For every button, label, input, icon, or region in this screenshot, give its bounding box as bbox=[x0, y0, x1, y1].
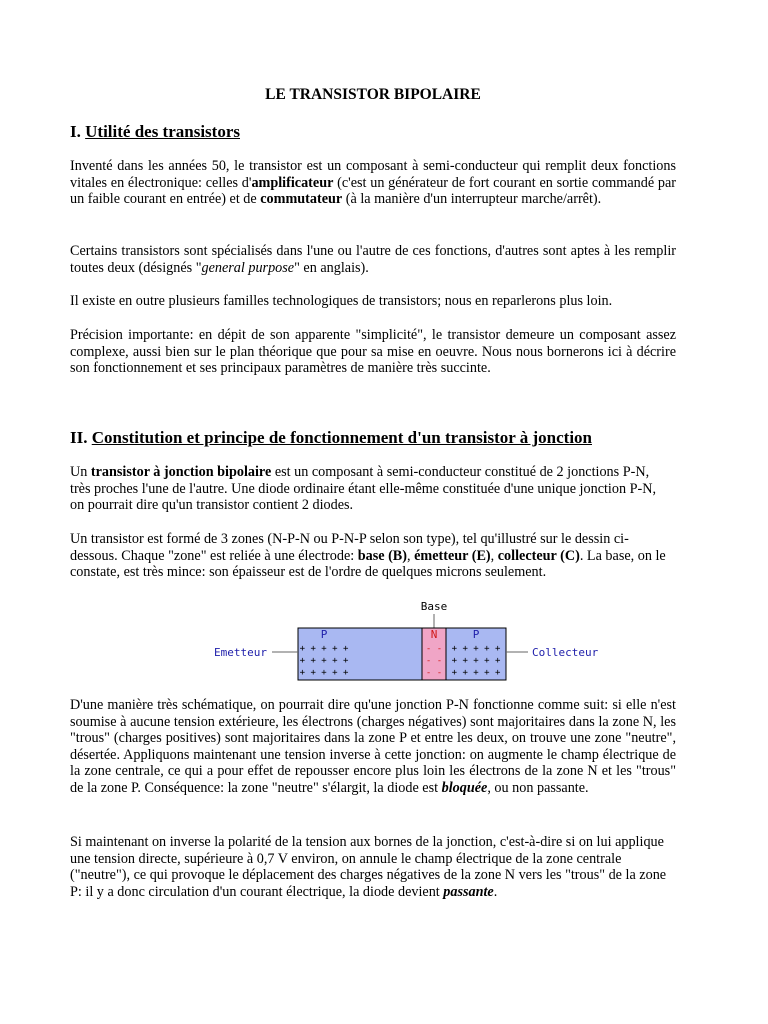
plus-row: + + + + + bbox=[299, 644, 349, 654]
zone-label: P bbox=[472, 628, 480, 641]
minus-row: - - bbox=[425, 668, 443, 678]
paragraph: Inventé dans les années 50, le transistor est un composant à semi-conducteur qui remplit deux fonctions vitales en électronique: celles d'amplificateur (c'est un générateur de fort courant en sortie commandé par un faible courant en entrée) et de commutateur (à la manière d'un interrupteur marche/arrêt). bbox=[70, 158, 676, 208]
paragraph: Il existe en outre plusieurs familles technologiques de transistors; nous en reparlerons plus loin. bbox=[70, 293, 613, 309]
transistor-diagram bbox=[210, 598, 610, 684]
section-2-number: II. bbox=[70, 428, 88, 447]
paragraph: Si maintenant on inverse la polarité de la tension aux bornes de la jonction, c'est-à-dire si on lui applique une tension directe, supérieure à 0,7 V environ, on annule le champ électrique de la zone centrale ("neutre"), ce qui provoque le déplacement des charges négatives de la zone N vers les "trous" de la zone P: il y a donc circulation d'un courant électrique, la diode devient passante. bbox=[70, 834, 667, 900]
plus-row: + + + + + bbox=[451, 656, 501, 666]
paragraph: Précision importante: en dépit de son apparente "simplicité", le transistor demeure un composant assez complexe, aussi bien sur le plan théorique que pour sa mise en oeuvre. Nous nous bornerons ici à décrire son fonctionnement et ses principaux paramètres de manière très succinte. bbox=[70, 327, 676, 377]
section-2-title: Constitution et principe de fonctionnement d'un transistor à jonction bbox=[91, 428, 592, 447]
section-1-heading bbox=[70, 122, 240, 142]
plus-row: + + + + + bbox=[299, 668, 349, 678]
paragraph: Un transistor à jonction bipolaire est un composant à semi-conducteur constitué de 2 jonctions P-N, très proches l'une de l'autre. Une diode ordinaire étant elle-même constituée d'une unique jonction P-N, on pourrait dire qu'un transistor contient 2 diodes. bbox=[70, 464, 657, 514]
plus-row: + + + + + bbox=[299, 656, 349, 666]
zone-label: P bbox=[320, 628, 328, 641]
plus-row: + + + + + bbox=[451, 644, 501, 654]
section-1-title: Utilité des transistors bbox=[85, 122, 240, 141]
minus-row: - - bbox=[425, 656, 443, 666]
document-title: LE TRANSISTOR BIPOLAIRE bbox=[265, 86, 481, 103]
base-label: Base bbox=[420, 600, 448, 613]
zone-label: N bbox=[430, 628, 438, 641]
collector-label: Collecteur bbox=[532, 646, 599, 659]
minus-row: - - bbox=[425, 644, 443, 654]
paragraph: Certains transistors sont spécialisés dans l'une ou l'autre de ces fonctions, d'autres sont aptes à les remplir toutes deux (désignés "general purpose" en anglais). bbox=[70, 243, 676, 276]
paragraph: Un transistor est formé de 3 zones (N-P-N ou P-N-P selon son type), tel qu'illustré sur le dessin ci-dessous. Chaque "zone" est reliée à une électrode: base (B), émetteur (E), collecteur (C). La base, on le constate, est très mince: son épaisseur est de l'ordre de quelques microns seulement. bbox=[70, 531, 666, 581]
emitter-label: Emetteur bbox=[214, 646, 267, 659]
paragraph: D'une manière très schématique, on pourrait dire qu'une jonction P-N fonctionne comme suit: si elle n'est soumise à aucune tension extérieure, les électrons (charges négatives) sont majoritaires dans la zone N, les "trous" (charges positives) sont majoritaires dans la zone P et entre les deux, on trouve une zone "neutre", désertée. Appliquons maintenant une tension inverse à cette jonction: on augmente le champ électrique de la zone centrale, ce qui a pour effet de repousser encore plus loin les électrons de la zone N et les "trous" de la zone P. Conséquence: la zone "neutre" s'élargit, la diode est bloquée, ou non passante. bbox=[70, 697, 676, 796]
section-1-number: I. bbox=[70, 122, 81, 141]
section-2-heading bbox=[70, 428, 592, 448]
plus-row: + + + + + bbox=[451, 668, 501, 678]
